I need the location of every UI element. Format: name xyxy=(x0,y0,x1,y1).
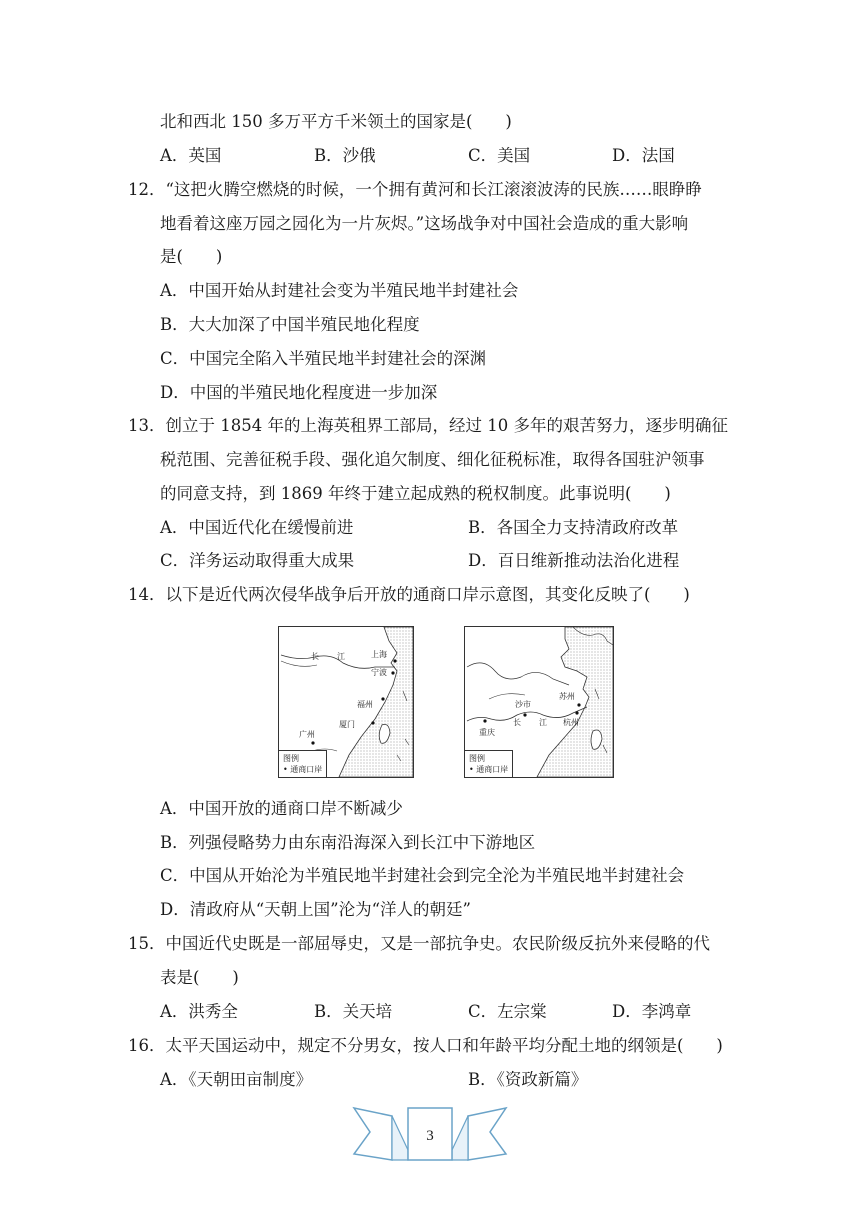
map1-legend-item: • 通商口岸 xyxy=(283,765,323,774)
q12-option-a[interactable]: A．中国开始从封建社会变为半殖民地半封建社会 xyxy=(160,281,519,300)
q12-option-d[interactable]: D．中国的半殖民地化程度进一步加深 xyxy=(160,383,438,402)
q15-stem-line-2: 表是( ) xyxy=(160,968,239,987)
map1-label-fuzhou: 福州 xyxy=(357,700,373,709)
page-number: 3 xyxy=(426,1128,434,1144)
q11-option-c[interactable]: C．美国 xyxy=(468,146,531,165)
q12-stem-line-2: 地看着这座万园之园化为一片灰烬。”这场战争对中国社会造成的重大影响 xyxy=(160,214,689,233)
map2-label-jiang: 江 xyxy=(539,718,547,727)
q12-option-b[interactable]: B．大大加深了中国半殖民地化程度 xyxy=(160,315,420,334)
q11-stem-line: 北和西北 150 多万平方千米领土的国家是( ) xyxy=(160,112,512,131)
q13-stem-line-2: 税范围、完善征税手段、强化追欠制度、细化征税标准，取得各国驻沪领事 xyxy=(160,450,705,469)
map2-label-chang: 长 xyxy=(513,718,521,727)
q16-option-b[interactable]: B．《资政新篇》 xyxy=(468,1070,588,1089)
q14-stem-line-1: 14．以下是近代两次侵华战争后开放的通商口岸示意图，其变化反映了( ) xyxy=(128,585,690,604)
q13-stem-line-3: 的同意支持，到 1869 年终于建立起成熟的税权制度。此事说明( ) xyxy=(160,484,671,503)
map2-legend-item: • 通商口岸 xyxy=(469,765,509,774)
map2-label-suzhou: 苏州 xyxy=(559,692,575,701)
map2-label-shashi: 沙市 xyxy=(515,700,531,709)
q12-stem-line-1: 12．“这把火腾空燃烧的时候，一个拥有黄河和长江滚滚波涛的民族……眼睁睁 xyxy=(128,180,702,199)
q15-option-b[interactable]: B．关天培 xyxy=(314,1002,393,1021)
q12-stem-line-3: 是( ) xyxy=(160,247,223,266)
q14-option-a[interactable]: A．中国开放的通商口岸不断减少 xyxy=(160,799,403,818)
q11-option-d[interactable]: D．法国 xyxy=(612,146,675,165)
q15-stem-line-1: 15．中国近代史既是一部屈辱史，又是一部抗争史。农民阶级反抗外来侵略的代 xyxy=(128,934,710,953)
q16-option-a[interactable]: A．《天朝田亩制度》 xyxy=(160,1070,313,1089)
map1-label-chang: 长 xyxy=(311,652,319,661)
q14-option-b[interactable]: B．列强侵略势力由东南沿海深入到长江中下游地区 xyxy=(160,833,536,852)
map1-label-xiamen: 厦门 xyxy=(339,720,355,729)
map1-legend-title: 图例 xyxy=(283,754,299,763)
map2-legend-title: 图例 xyxy=(469,754,485,763)
treaty-ports-map-1 xyxy=(278,626,414,778)
q11-option-a[interactable]: A．英国 xyxy=(160,146,222,165)
q15-option-c[interactable]: C．左宗棠 xyxy=(468,1002,547,1021)
map2-label-chongqing: 重庆 xyxy=(479,728,495,737)
q14-option-c[interactable]: C．中国从开始沦为半殖民地半封建社会到完全沦为半殖民地半封建社会 xyxy=(160,866,685,885)
treaty-ports-map-2 xyxy=(464,626,614,778)
q11-option-b[interactable]: B．沙俄 xyxy=(314,146,376,165)
q14-option-d[interactable]: D．清政府从“天朝上国”沦为“洋人的朝廷” xyxy=(160,900,471,919)
q13-stem-line-1: 13．创立于 1854 年的上海英租界工部局，经过 10 多年的艰苦努力，逐步明确征 xyxy=(128,416,728,435)
q15-option-a[interactable]: A．洪秀全 xyxy=(160,1002,238,1021)
map1-label-ningbo: 宁波 xyxy=(371,668,387,677)
map1-label-shanghai: 上海 xyxy=(371,650,387,659)
map2-label-hangzhou: 杭州 xyxy=(563,718,579,727)
q13-option-b[interactable]: B．各国全力支持清政府改革 xyxy=(468,518,679,537)
q12-option-c[interactable]: C．中国完全陷入半殖民地半封建社会的深渊 xyxy=(160,349,487,368)
map1-label-jiang: 江 xyxy=(337,652,345,661)
q13-option-a[interactable]: A．中国近代化在缓慢前进 xyxy=(160,518,354,537)
q15-option-d[interactable]: D．李鸿章 xyxy=(612,1002,692,1021)
q13-option-c[interactable]: C．洋务运动取得重大成果 xyxy=(160,551,355,570)
q13-option-d[interactable]: D．百日维新推动法治化进程 xyxy=(468,551,680,570)
q16-stem-line-1: 16．太平天国运动中，规定不分男女，按人口和年龄平均分配土地的纲领是( ) xyxy=(128,1036,723,1055)
map1-legend xyxy=(279,750,327,777)
map2-legend xyxy=(465,750,513,777)
map1-label-guangzhou: 广州 xyxy=(299,730,315,739)
